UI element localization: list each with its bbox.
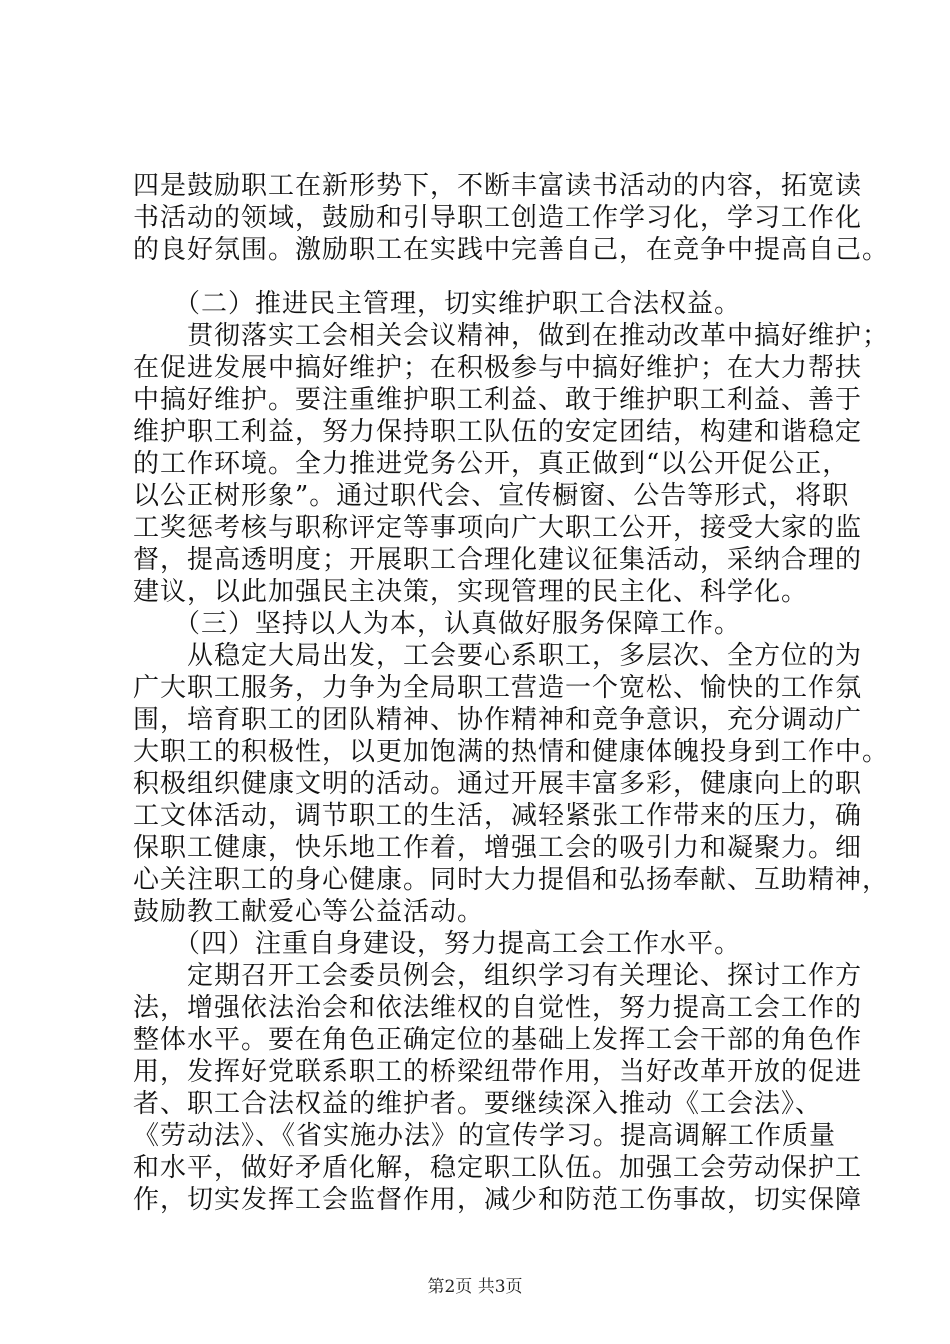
text-line: 围，培育职工的团队精神、协作精神和竞争意识，充分调动广	[133, 705, 863, 735]
page-number-footer: 第2页 共3页	[427, 1277, 523, 1297]
section-self-construction	[133, 928, 863, 1216]
text-line: 作，切实发挥工会监督作用，减少和防范工伤事故，切实保障	[133, 1185, 863, 1215]
section-heading: （三）坚持以人为本，认真做好服务保障工作。	[133, 609, 742, 639]
paragraph-reading-activities	[133, 170, 890, 266]
text-line: 维护职工利益，努力保持职工队伍的安定团结，构建和谐稳定	[133, 417, 863, 447]
text-line: 贯彻落实工会相关会议精神，做到在推动改革中搞好维护；	[133, 321, 890, 351]
section-service-support	[133, 608, 890, 928]
section-heading: （四）注重自身建设，努力提高工会工作水平。	[133, 929, 742, 959]
text-line: 工奖惩考核与职称评定等事项向广大职工公开，接受大家的监	[133, 513, 863, 543]
text-line: 者、职工合法权益的维护者。要继续深入推动《工会法》、	[133, 1089, 823, 1119]
text-line: 四是鼓励职工在新形势下，不断丰富读书活动的内容，拓宽读	[133, 171, 863, 201]
text-line: 保职工健康，快乐地工作着，增强工会的吸引力和凝聚力。细	[133, 833, 863, 863]
section-democratic-management	[133, 288, 890, 608]
text-line: 的良好氛围。激励职工在实践中完善自己，在竞争中提高自己。	[133, 235, 890, 265]
text-line: 法，增强依法治会和依法维权的自觉性，努力提高工会工作的	[133, 993, 863, 1023]
text-line: 以公正树形象”。通过职代会、宣传橱窗、公告等形式，将职	[133, 481, 850, 511]
text-line: 积极组织健康文明的活动。通过开展丰富多彩，健康向上的职	[133, 769, 863, 799]
text-line: 从稳定大局出发，工会要心系职工，多层次、全方位的为	[133, 641, 863, 671]
text-line: 书活动的领域，鼓励和引导职工创造工作学习化，学习工作化	[133, 203, 863, 233]
text-line: 在促进发展中搞好维护；在积极参与中搞好维护；在大力帮扶	[133, 353, 863, 383]
text-line: 督，提高透明度；开展职工合理化建议征集活动，采纳合理的	[133, 545, 863, 575]
text-line: 广大职工服务，力争为全局职工营造一个宽松、愉快的工作氛	[133, 673, 863, 703]
text-line: 整体水平。要在角色正确定位的基础上发挥工会干部的角色作	[133, 1025, 863, 1055]
text-line: 鼓励教工献爱心等公益活动。	[133, 897, 485, 927]
text-line: 定期召开工会委员例会，组织学习有关理论、探讨工作方	[133, 961, 863, 991]
text-line: 《劳动法》、《省实施办法》的宣传学习。提高调解工作质量	[133, 1121, 837, 1151]
section-heading: （二）推进民主管理，切实维护职工合法权益。	[133, 289, 742, 319]
text-line: 中搞好维护。要注重维护职工利益、敢于维护职工利益、善于	[133, 385, 863, 415]
text-line: 用，发挥好党联系职工的桥梁纽带作用，当好改革开放的促进	[133, 1057, 863, 1087]
text-line: 心关注职工的身心健康。同时大力提倡和弘扬奉献、互助精神，	[133, 865, 890, 895]
text-line: 工文体活动，调节职工的生活，减轻紧张工作带来的压力，确	[133, 801, 863, 831]
text-line: 的工作环境。全力推进党务公开，真正做到“以公开促公正，	[133, 449, 850, 479]
text-line: 建议，以此加强民主决策，实现管理的民主化、科学化。	[133, 577, 809, 607]
text-line: 和水平，做好矛盾化解，稳定职工队伍。加强工会劳动保护工	[133, 1153, 863, 1183]
text-line: 大职工的积极性，以更加饱满的热情和健康体魄投身到工作中。	[133, 737, 890, 767]
document-body	[133, 170, 890, 1216]
